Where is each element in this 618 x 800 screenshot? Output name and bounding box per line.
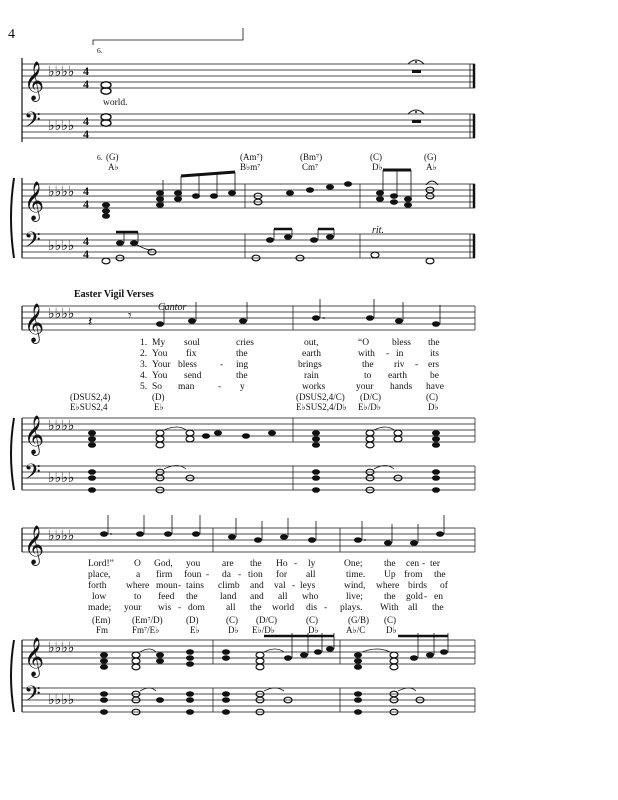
system-3-accompaniment (11, 633, 475, 715)
svg-text:5.: 5. (140, 382, 148, 392)
svg-text:E♭SUS2,4/D♭: E♭SUS2,4/D♭ (296, 402, 347, 412)
svg-text:3.: 3. (140, 360, 148, 370)
svg-text:ly: ly (308, 559, 316, 569)
svg-text:your: your (124, 603, 142, 613)
svg-text:of: of (440, 581, 448, 591)
svg-text:gold: gold (406, 592, 423, 602)
svg-text:♭♭♭♭: ♭♭♭♭ (48, 529, 75, 544)
svg-text:“O: “O (358, 338, 370, 348)
svg-text:(G): (G) (106, 152, 119, 162)
svg-text:D♭: D♭ (228, 625, 239, 635)
bass-clef-icon: 𝄢 (24, 228, 41, 257)
svg-text:dom: dom (188, 603, 205, 613)
svg-text:en: en (434, 592, 443, 602)
whole-rest (412, 70, 421, 73)
svg-text:Your: Your (152, 360, 171, 370)
system-2-accompaniment (11, 416, 475, 493)
treble-clef-icon: 𝄞 (24, 183, 45, 220)
svg-text:with: with (358, 349, 375, 359)
svg-text:world: world (272, 603, 295, 613)
svg-text:da: da (222, 570, 231, 580)
svg-text:(DSUS2,4/C): (DSUS2,4/C) (296, 392, 345, 402)
svg-text:where: where (126, 581, 150, 591)
svg-text:cen: cen (406, 559, 420, 569)
svg-text:(D): (D) (186, 615, 199, 625)
svg-text:D♭: D♭ (428, 402, 439, 412)
svg-text:♭♭♭♭: ♭♭♭♭ (48, 693, 75, 708)
svg-text:♭♭♭♭: ♭♭♭♭ (48, 307, 75, 322)
svg-text:(C): (C) (226, 615, 238, 625)
svg-text:works: works (302, 382, 326, 392)
treble-staff-1 (22, 64, 475, 88)
svg-text:(Bm⁷): (Bm⁷) (300, 152, 323, 162)
svg-text:Ho: Ho (276, 559, 288, 569)
svg-text:for: for (276, 570, 288, 580)
fermata-icon (426, 181, 438, 185)
svg-text:made;: made; (88, 603, 112, 613)
svg-text:E♭SUS2,4: E♭SUS2,4 (70, 402, 108, 412)
svg-text:be: be (430, 371, 439, 381)
svg-text:firm: firm (156, 570, 173, 580)
eighth-rest: 𝄾 (128, 309, 132, 324)
svg-text:(C): (C) (370, 152, 382, 162)
svg-text:A♭: A♭ (108, 162, 119, 172)
svg-text:♭♭♭♭: ♭♭♭♭ (48, 419, 75, 434)
svg-text:send: send (184, 371, 202, 381)
svg-text:the: the (250, 603, 262, 613)
svg-text:forth: forth (88, 581, 107, 591)
svg-text:Fm: Fm (96, 625, 109, 635)
svg-text:from: from (404, 570, 423, 580)
svg-text:D♭: D♭ (308, 625, 319, 635)
svg-text:live;: live; (346, 592, 363, 602)
svg-text:fix: fix (186, 349, 197, 359)
svg-text:all: all (226, 603, 236, 613)
svg-text:in: in (396, 349, 404, 359)
treble-clef-icon: 𝄞 (24, 305, 45, 342)
svg-text:y: y (240, 382, 245, 392)
svg-text:One;: One; (344, 559, 363, 569)
svg-text:out,: out, (304, 338, 319, 348)
svg-text:the: the (236, 349, 248, 359)
svg-text:4.: 4. (140, 371, 148, 381)
svg-text:leys: leys (300, 581, 316, 591)
svg-text:to: to (364, 371, 372, 381)
svg-text:have: have (426, 382, 444, 392)
svg-text:(Am⁷): (Am⁷) (240, 152, 263, 162)
svg-text:who: who (302, 592, 319, 602)
svg-text:-: - (424, 592, 428, 602)
svg-text:soul: soul (184, 338, 200, 348)
svg-text:4: 4 (83, 234, 89, 248)
svg-text:With: With (380, 603, 399, 613)
measure-number-top: 6. (97, 46, 103, 55)
svg-text:all: all (408, 603, 418, 613)
svg-text:My: My (152, 338, 166, 348)
svg-text:B♭m⁷: B♭m⁷ (240, 162, 261, 172)
svg-text:(G): (G) (424, 152, 437, 162)
svg-text:dis: dis (306, 603, 318, 613)
svg-text:1.: 1. (140, 338, 148, 348)
section-title: Easter Vigil Verses (74, 289, 154, 300)
svg-text:-: - (178, 581, 182, 591)
svg-text:where: where (376, 581, 400, 591)
svg-text:♭♭♭♭: ♭♭♭♭ (48, 471, 75, 486)
time-signature: 4 (83, 64, 89, 78)
svg-text:Lord!”: Lord!” (88, 559, 114, 569)
svg-text:ing: ing (236, 360, 249, 370)
svg-text:the: the (236, 371, 248, 381)
svg-text:wind,: wind, (344, 581, 366, 591)
treble-clef-icon: 𝄞 (24, 527, 45, 564)
svg-text:4: 4 (83, 127, 89, 141)
svg-text:all: all (278, 592, 288, 602)
svg-text:tion: tion (248, 570, 263, 580)
svg-text:God,: God, (154, 559, 173, 569)
system-2-chords (70, 392, 439, 412)
treble-clef-icon: 𝄞 (24, 63, 45, 100)
svg-text:E♭: E♭ (154, 402, 164, 412)
svg-text:low: low (92, 592, 107, 602)
svg-text:cries: cries (236, 338, 254, 348)
svg-text:bless: bless (178, 360, 197, 370)
lyric-world: world. (103, 98, 128, 108)
svg-text:(D/C): (D/C) (360, 392, 381, 402)
svg-text:and: and (250, 581, 264, 591)
svg-text:-: - (238, 570, 242, 580)
svg-text:4: 4 (83, 247, 89, 261)
svg-text:the: the (384, 559, 396, 569)
svg-text:Cm⁷: Cm⁷ (302, 162, 319, 172)
svg-text:♭♭♭♭: ♭♭♭♭ (48, 641, 75, 656)
svg-text:(D/C): (D/C) (256, 615, 277, 625)
svg-text:and: and (250, 592, 264, 602)
voice-label: Cantor (158, 302, 187, 313)
svg-text:earth: earth (388, 371, 407, 381)
svg-text:ers: ers (428, 360, 440, 370)
svg-text:(G/B): (G/B) (348, 615, 369, 625)
svg-text:plays.: plays. (340, 603, 363, 613)
svg-text:4: 4 (83, 184, 89, 198)
bass-clef-icon: 𝄢 (24, 682, 41, 711)
svg-text:ter: ter (430, 559, 441, 569)
svg-text:-: - (178, 603, 182, 613)
page-number: 4 (8, 27, 15, 42)
bass-clef-icon: 𝄢 (24, 460, 41, 489)
svg-text:birds: birds (408, 581, 427, 591)
svg-text:Up: Up (384, 570, 396, 580)
svg-text:A♭: A♭ (426, 162, 437, 172)
svg-text:time.: time. (346, 570, 366, 580)
svg-text:4: 4 (83, 77, 89, 91)
svg-text:4: 4 (83, 114, 89, 128)
svg-text:So: So (152, 382, 163, 392)
svg-text:wis: wis (158, 603, 172, 613)
svg-text:brings: brings (298, 360, 322, 370)
svg-text:the: the (428, 338, 440, 348)
svg-text:6.: 6. (97, 153, 103, 162)
svg-text:land: land (220, 592, 237, 602)
svg-text:D♭: D♭ (372, 162, 383, 172)
svg-text:(C): (C) (384, 615, 396, 625)
svg-text:feed: feed (158, 592, 175, 602)
svg-text:the: the (434, 570, 446, 580)
svg-text:bless: bless (392, 338, 411, 348)
svg-text:val: val (274, 581, 286, 591)
svg-text:climb: climb (218, 581, 240, 591)
svg-text:-: - (415, 360, 419, 370)
svg-text:the: the (362, 360, 374, 370)
svg-text:a: a (136, 570, 141, 580)
svg-text:riv: riv (394, 360, 405, 370)
grand-staff-brace (11, 640, 14, 712)
svg-text:2.: 2. (140, 349, 148, 359)
svg-text:You: You (152, 349, 168, 359)
svg-text:-: - (324, 603, 328, 613)
bass-clef-icon: 𝄢 (24, 108, 41, 137)
svg-text:(Em): (Em) (92, 615, 111, 625)
svg-text:the: the (186, 592, 198, 602)
svg-text:♭♭♭♭: ♭♭♭♭ (48, 239, 75, 254)
svg-text:(DSUS2,4): (DSUS2,4) (70, 392, 111, 402)
bass-staff-1 (22, 114, 475, 138)
svg-text:(Em⁷/D): (Em⁷/D) (132, 615, 163, 625)
svg-text:E♭: E♭ (190, 625, 200, 635)
svg-text:-: - (218, 382, 222, 392)
svg-text:place,: place, (88, 570, 111, 580)
svg-text:-: - (294, 559, 298, 569)
svg-text:you: you (186, 559, 201, 569)
ending-bracket (93, 28, 243, 45)
svg-text:earth: earth (302, 349, 321, 359)
svg-text:D♭: D♭ (386, 625, 397, 635)
svg-text:(C): (C) (426, 392, 438, 402)
svg-text:the: the (250, 559, 262, 569)
svg-text:-: - (206, 570, 210, 580)
svg-text:-: - (220, 360, 224, 370)
svg-text:foun: foun (184, 570, 202, 580)
system-1-accompaniment (11, 152, 475, 264)
svg-text:(C): (C) (306, 615, 318, 625)
svg-text:♭♭♭♭: ♭♭♭♭ (48, 119, 75, 134)
svg-text:4: 4 (83, 197, 89, 211)
svg-text:(D): (D) (152, 392, 165, 402)
system-3-chords (92, 615, 397, 635)
svg-text:-: - (386, 349, 390, 359)
svg-text:are: are (222, 559, 234, 569)
svg-text:A♭/C: A♭/C (346, 625, 366, 635)
system-3-lyrics (88, 559, 449, 613)
svg-text:E♭/D♭: E♭/D♭ (252, 625, 275, 635)
svg-text:E♭/D♭: E♭/D♭ (358, 402, 381, 412)
grand-staff-brace (11, 178, 14, 258)
svg-text:Fm⁷/E♭: Fm⁷/E♭ (132, 625, 160, 635)
svg-text:tains: tains (186, 581, 204, 591)
system-2-lyrics (140, 338, 444, 392)
svg-text:your: your (356, 382, 374, 392)
grand-staff-brace (11, 418, 14, 490)
tempo-mark: rit. (372, 225, 384, 236)
svg-text:to: to (134, 592, 142, 602)
svg-text:moun: moun (156, 581, 178, 591)
svg-text:rain: rain (304, 371, 319, 381)
svg-text:hands: hands (390, 382, 413, 392)
treble-clef-icon: 𝄞 (24, 639, 45, 676)
svg-text:the: the (432, 603, 444, 613)
treble-clef-icon: 𝄞 (24, 417, 45, 454)
svg-text:O: O (134, 559, 141, 569)
svg-text:man: man (178, 382, 195, 392)
svg-text:-: - (292, 581, 296, 591)
svg-text:its: its (430, 349, 439, 359)
system-1-choir (22, 58, 475, 142)
svg-text:♭♭♭♭: ♭♭♭♭ (48, 185, 75, 200)
svg-text:all: all (306, 570, 316, 580)
svg-text:the: the (384, 592, 396, 602)
quarter-rest: 𝄽 (88, 315, 93, 330)
svg-text:You: You (152, 371, 168, 381)
svg-text:-: - (422, 559, 426, 569)
key-signature: ♭♭♭♭ (48, 65, 75, 80)
